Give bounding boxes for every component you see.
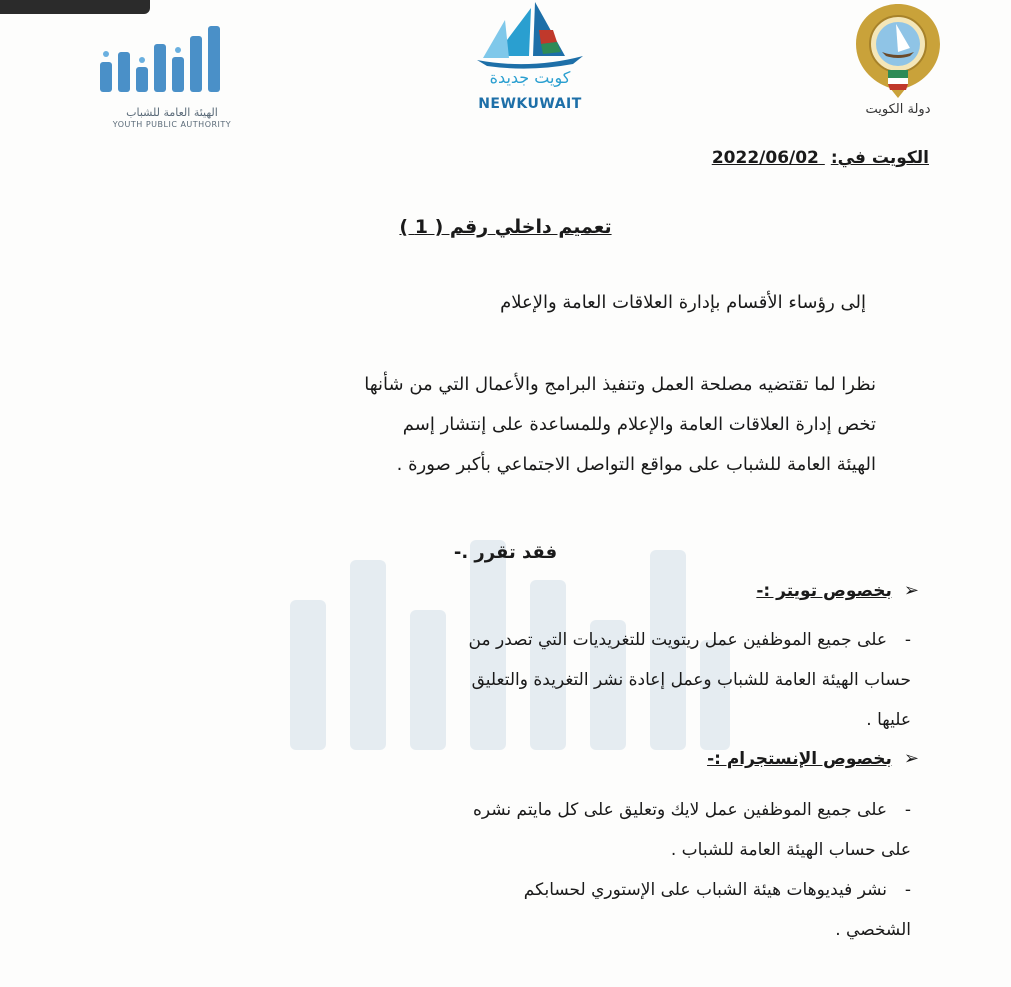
decision-heading: فقد تقرر .- [453, 542, 558, 563]
dash-bullet: - [904, 630, 911, 650]
state-of-kuwait-name: دولة الكويت [865, 102, 931, 117]
screen-edge-fragment [0, 0, 150, 14]
arrow-bullet-icon: ➢ [903, 748, 919, 769]
new-kuwait-logo [465, 0, 595, 125]
twitter-item [131, 620, 911, 740]
item-line: عليها . [866, 710, 911, 730]
item-line: على حساب الهيئة العامة للشباب . [670, 840, 911, 860]
item-line: حساب الهيئة العامة للشباب وعمل إعادة نشر التغريدة والتعليق [471, 670, 911, 690]
state-of-kuwait-emblem [848, 0, 958, 130]
intro-line: تخص إدارة العلاقات العامة والإعلام وللمساعدة على إنتشار إسم [402, 414, 876, 435]
youth-authority-mark-icon [92, 22, 242, 102]
intro-paragraph [106, 365, 876, 485]
document-date [712, 148, 929, 168]
youth-authority-english-name: YOUTH PUBLIC AUTHORITY [112, 120, 232, 129]
dash-bullet: - [904, 800, 911, 820]
instagram-item-story [131, 870, 911, 950]
youth-authority-logo [92, 22, 242, 129]
instagram-section-heading [707, 748, 919, 769]
instagram-item-like [131, 790, 911, 870]
twitter-heading-text: بخصوص تويتر :- [756, 581, 892, 601]
document-recipient: إلى رؤساء الأقسام بإدارة العلاقات العامة والإعلام [500, 292, 866, 313]
youth-authority-arabic-name: الهيئة العامة للشباب [126, 106, 218, 119]
falcon-emblem-icon [848, 0, 948, 100]
dhow-sail-icon [465, 0, 595, 70]
new-kuwait-arabic-name: كويت جديدة [489, 68, 571, 87]
dash-bullet: - [904, 880, 911, 900]
item-line: على جميع الموظفين عمل ريتويت للتغريديات التي تصدر من [468, 630, 887, 650]
item-line: نشر فيديوهات هيئة الشباب على الإستوري لحسابكم [523, 880, 887, 900]
document-title: تعميم داخلي رقم ( 1 ) [399, 216, 612, 238]
intro-line: الهيئة العامة للشباب على مواقع التواصل الاجتماعي بأكبر صورة . [396, 454, 876, 475]
item-line: على جميع الموظفين عمل لايك وتعليق على كل مايتم نشره [472, 800, 887, 820]
new-kuwait-english-name: NEWKUWAIT [478, 96, 582, 112]
date-value: 2022/06/02 [711, 148, 819, 168]
twitter-section-heading [756, 580, 919, 601]
date-label: الكويت في: [830, 148, 929, 168]
intro-line: نظرا لما تقتضيه مصلحة العمل وتنفيذ البرامج والأعمال التي من شأنها [364, 374, 876, 395]
item-line: الشخصي . [835, 920, 911, 940]
instagram-heading-text: بخصوص الإنستجرام :- [707, 749, 892, 769]
arrow-bullet-icon: ➢ [903, 580, 919, 601]
